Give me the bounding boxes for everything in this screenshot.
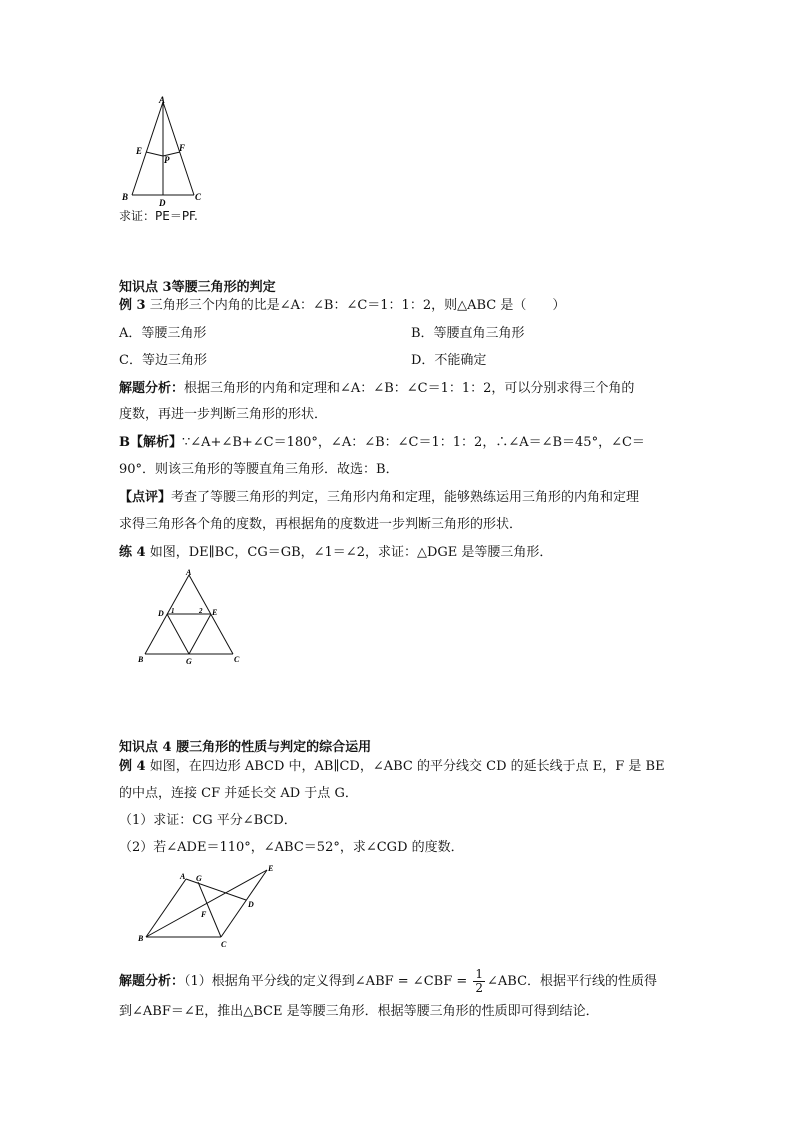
- label-b: B: [138, 655, 144, 664]
- analysis4-post: ∠ABC．根据平行线的性质得: [487, 974, 658, 989]
- label-a: A: [159, 95, 166, 105]
- comment3-tag: 【点评】: [119, 490, 172, 505]
- analysis4-line1: [119, 968, 657, 995]
- fraction-one-half: [473, 968, 485, 995]
- solution3-tag: B【解析】: [119, 435, 182, 450]
- question-2: （2）若∠ADE＝110°，∠ABC＝52°，求∠CGD 的度数．: [119, 840, 464, 855]
- analysis3-text1: 根据三角形的内角和定理和∠A：∠B：∠C＝1：1：2，可以分别求得三个角的: [184, 381, 635, 396]
- example4-tag: 例 4: [119, 759, 146, 774]
- label-e: E: [212, 608, 218, 617]
- label-g: G: [196, 874, 202, 883]
- label-2: 2: [199, 607, 203, 615]
- exercise4: [119, 544, 552, 562]
- label-a: A: [180, 872, 186, 881]
- option-c: C．等边三角形: [119, 353, 207, 368]
- comment3-line2: 求得三角形各个角的度数，再根据角的度数进一步判断三角形的形状．: [119, 517, 523, 532]
- label-c: C: [234, 655, 240, 664]
- exercise4-text: 如图，DE∥BC，CG＝GB，∠1＝∠2，求证：△DGE 是等腰三角形．: [149, 545, 553, 560]
- figure-triangle-dge: [133, 567, 248, 667]
- analysis3-line1: [119, 380, 634, 398]
- fig1-caption: 求证：PE＝PF.: [119, 209, 198, 223]
- label-f: F: [201, 910, 207, 919]
- example4-text1: 如图，在四边形 ABCD 中，AB∥CD，∠ABC 的平分线交 CD 的延长线于点 E，F 是 BE: [149, 759, 665, 774]
- label-c: C: [221, 940, 227, 949]
- label-p: P: [164, 155, 170, 165]
- option-a: A．等腰三角形: [119, 326, 207, 341]
- figure-quadrilateral: [136, 862, 286, 954]
- analysis4-pre: （1）根据角平分线的定义得到∠ABF = ∠CBF =: [184, 974, 472, 989]
- label-b: B: [122, 192, 129, 202]
- example3-tag: 例 3: [119, 298, 146, 313]
- label-a: A: [186, 568, 192, 577]
- label-d: D: [159, 198, 166, 208]
- solution3-text1: ∵∠A+∠B+∠C＝180°，∠A：∠B：∠C＝1：1：2，∴∠A＝∠B＝45°，∠C＝: [182, 435, 645, 450]
- fraction-numerator: 1: [475, 967, 484, 981]
- analysis3-line2: 度数，再进一步判断三角形的形状．: [119, 407, 328, 422]
- example4-line2: 的中点，连接 CF 并延长交 AD 于点 G．: [119, 786, 358, 801]
- label-e: E: [268, 864, 274, 873]
- analysis4-line2: 到∠ABF＝∠E，推出△BCE 是等腰三角形．根据等腰三角形的性质即可得到结论．: [119, 1004, 599, 1019]
- example4-line1: [119, 758, 665, 776]
- fraction-denominator: 2: [475, 981, 484, 995]
- question-1: （1）求证：CG 平分∠BCD．: [119, 813, 297, 828]
- label-1: 1: [171, 607, 175, 615]
- solution3-line2: 90°．则该三角形的等腰直角三角形．故选：B．: [119, 462, 399, 477]
- label-f: F: [179, 143, 186, 153]
- label-e: E: [136, 146, 143, 156]
- label-g: G: [186, 657, 192, 666]
- option-d: D．不能确定: [411, 353, 487, 368]
- comment3-text1: 考查了等腰三角形的判定，三角形内角和定理，能够熟练运用三角形的内角和定理: [171, 490, 640, 505]
- label-d: D: [158, 609, 164, 618]
- example3-question: [119, 297, 565, 315]
- example3-text: 三角形三个内角的比是∠A：∠B：∠C＝1：1：2，则△ABC 是（ ）: [149, 298, 566, 313]
- analysis4-tag: 解题分析：: [119, 974, 185, 989]
- label-d: D: [248, 900, 254, 909]
- label-c: C: [195, 192, 202, 202]
- solution3-line1: [119, 434, 645, 452]
- analysis3-tag: 解题分析：: [119, 381, 185, 396]
- section3-title: 知识点 3等腰三角形的判定: [119, 280, 276, 295]
- comment3-line1: [119, 489, 639, 507]
- option-b: B．等腰直角三角形: [411, 326, 525, 341]
- figure-triangle-pe-pf: [115, 92, 215, 210]
- section4-title: 知识点 4 腰三角形的性质与判定的综合运用: [119, 740, 372, 755]
- label-b: B: [138, 934, 144, 943]
- exercise4-tag: 练 4: [119, 545, 146, 560]
